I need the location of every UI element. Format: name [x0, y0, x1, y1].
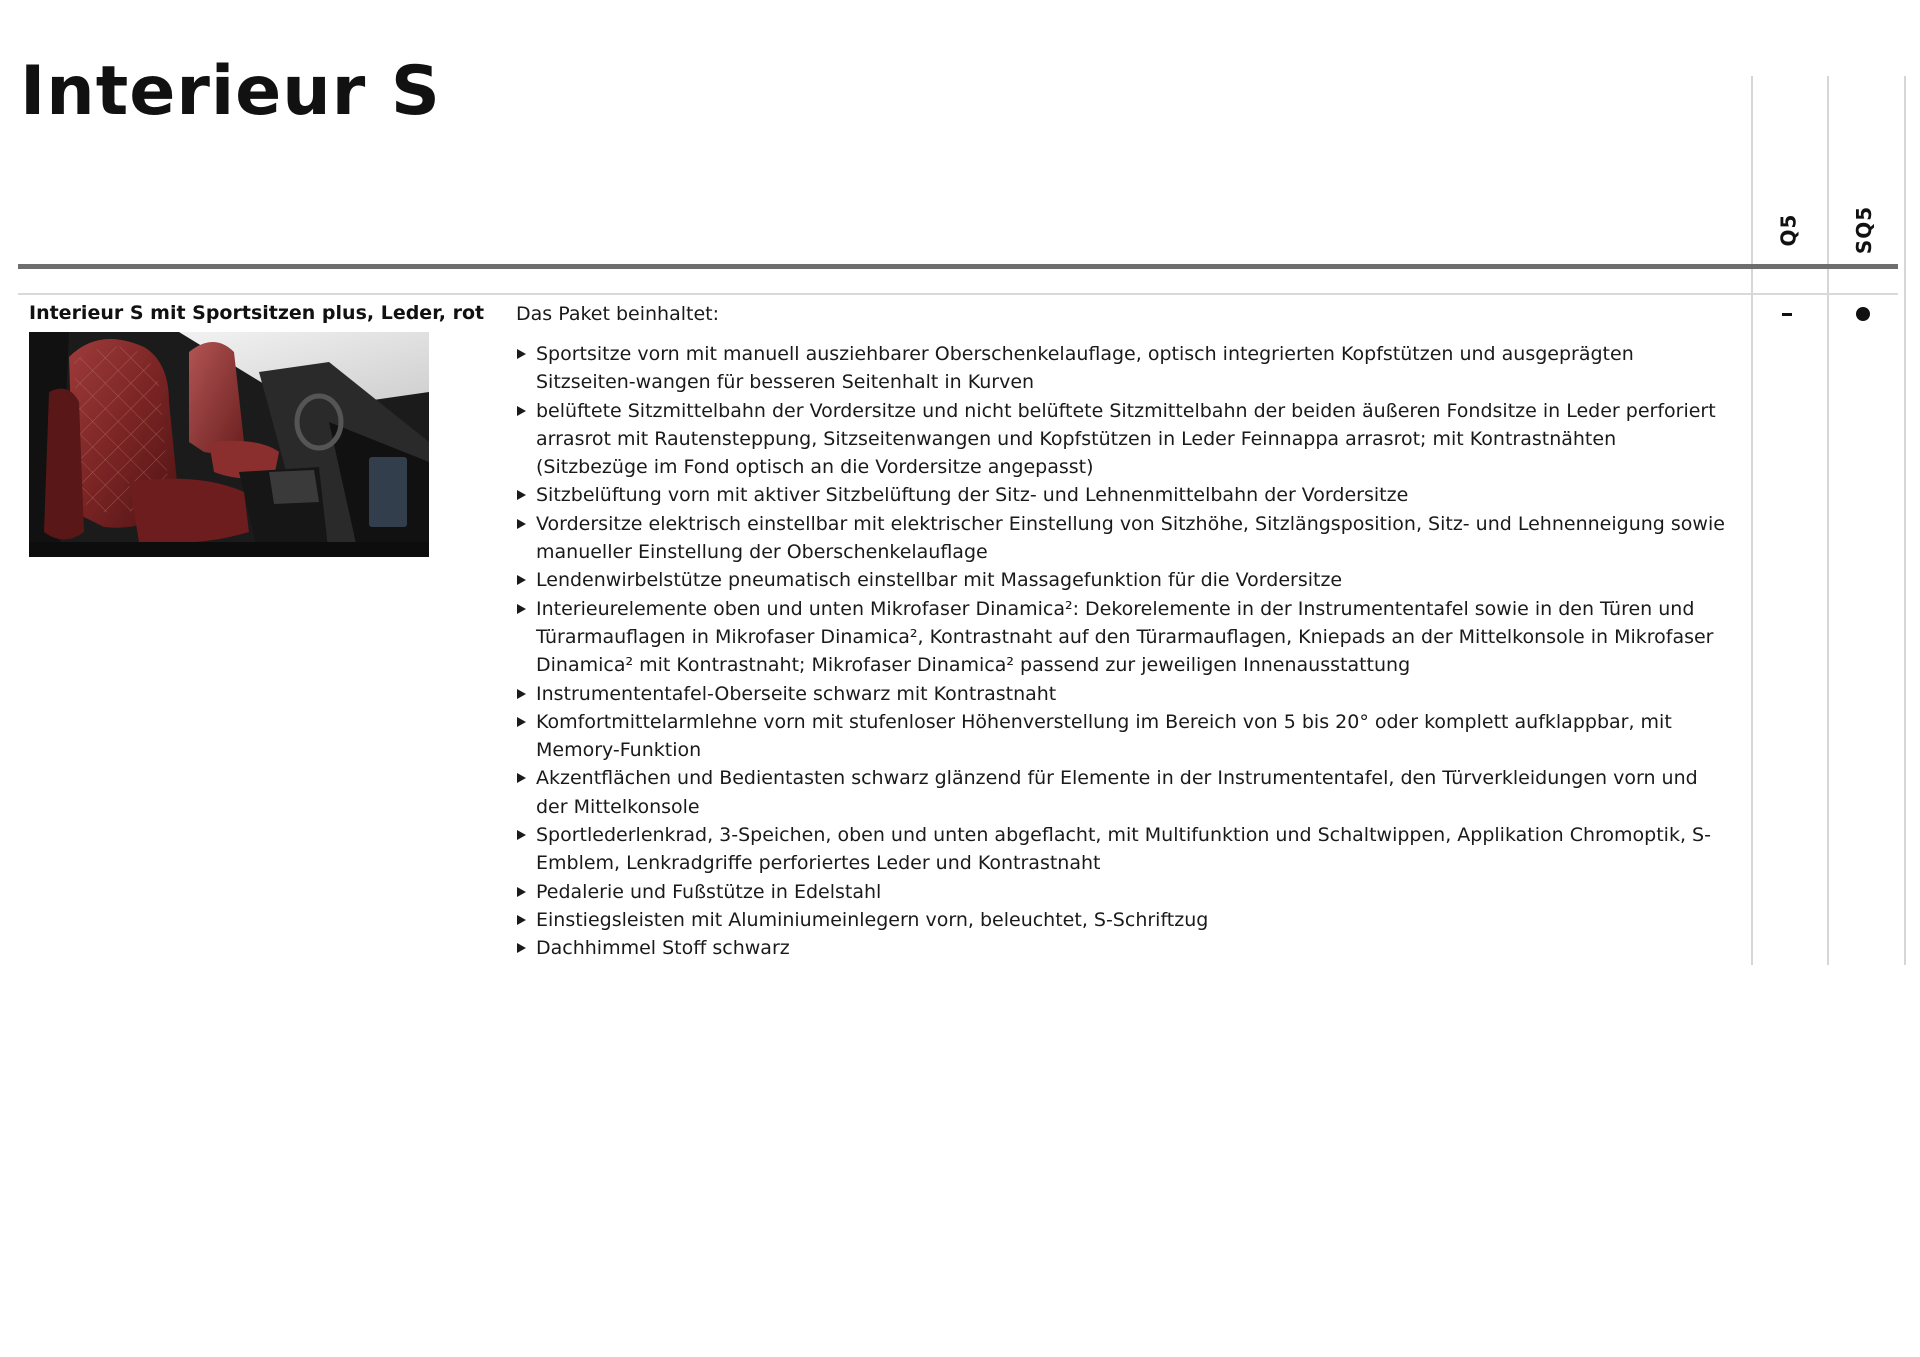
- row-rule: [18, 293, 1898, 295]
- column-divider: [1751, 76, 1753, 965]
- feature-text: Pedalerie und Fußstütze in Edelstahl: [536, 880, 882, 903]
- column-divider: [1827, 76, 1829, 965]
- bullet-arrow-icon: [517, 943, 526, 953]
- feature-text: Interieurelemente oben und unten Mikrofaser Dinamica²: Dekorelemente in der Instrumententafel sowie in den Türen und Türarmauflagen in Mikrofaser Dinamica², Kontrastnaht auf den Türarmauflagen, Kniepads an der Mittelkonsole in Mikrofaser Dinamica² mit Kontrastnaht; Mikrofaser Dinamica² passend zur jeweiligen Innenausstattung: [536, 597, 1714, 677]
- column-header-label: SQ5: [1852, 205, 1877, 255]
- page-title: Interieur S: [20, 52, 441, 131]
- package-intro: Das Paket beinhaltet:: [516, 303, 719, 325]
- list-item: [516, 566, 1731, 594]
- package-name: Interieur S mit Sportsitzen plus, Leder, rot: [29, 302, 485, 324]
- feature-text: Akzentflächen und Bedientasten schwarz glänzend für Elemente in der Instrumententafel, den Türverkleidungen vorn und der Mittelkonsole: [536, 767, 1698, 818]
- bullet-arrow-icon: [517, 349, 526, 359]
- bullet-arrow-icon: [517, 689, 526, 699]
- column-header-q5: [1768, 195, 1808, 265]
- feature-text: Vordersitze elektrisch einstellbar mit elektrischer Einstellung von Sitzhöhe, Sitzlängsposition, Sitz- und Lehnenneigung sowie manueller Einstellung der Oberschenkelauflage: [536, 512, 1725, 564]
- list-item: [516, 397, 1731, 482]
- bullet-arrow-icon: [517, 519, 526, 529]
- feature-text: Sportlederlenkrad, 3-Speichen, oben und unten abgeflacht, mit Multifunktion und Schaltwippen, Applikation Chromoptik, S-Emblem, Lenkradgriffe perforiertes Leder und Kontrastnaht: [536, 824, 1711, 875]
- list-item: [516, 481, 1731, 509]
- list-item: [516, 680, 1731, 708]
- list-item: [516, 708, 1731, 765]
- bullet-arrow-icon: [517, 717, 526, 727]
- bullet-arrow-icon: [517, 406, 526, 416]
- interior-photo: [29, 332, 429, 557]
- feature-text: belüftete Sitzmittelbahn der Vordersitze und nicht belüftete Sitzmittelbahn der beiden äußeren Fondsitze in Leder perforiert arrasrot mit Rautensteppung, Sitzseitenwangen und Kopfstützen in Leder Feinnappa arrasrot; mit Kontrastnähten (Sitzbezüge im Fond optisch an die Vordersitze angepasst): [536, 399, 1716, 479]
- column-header-label: Q5: [1775, 213, 1800, 247]
- feature-text: Komfortmittelarmlehne vorn mit stufenloser Höhenverstellung im Bereich von 5 bis 20° oder komplett aufklappbar, mit Memory-Funktion: [536, 710, 1672, 762]
- feature-text: Lendenwirbelstütze pneumatisch einstellbar mit Massagefunktion für die Vordersitze: [536, 569, 1343, 592]
- bullet-arrow-icon: [517, 915, 526, 925]
- feature-text: Sportsitze vorn mit manuell ausziehbarer Oberschenkelauflage, optisch integrierten Kopfstützen und ausgeprägten Sitzseiten-wangen für besseren Seitenhalt in Kurven: [536, 343, 1634, 394]
- list-item: [516, 934, 1731, 962]
- bullet-arrow-icon: [517, 490, 526, 500]
- list-item: [516, 764, 1731, 821]
- feature-text: Sitzbelüftung vorn mit aktiver Sitzbelüftung der Sitz- und Lehnenmittelbahn der Vordersitze: [536, 484, 1409, 507]
- bullet-arrow-icon: [517, 604, 526, 614]
- header-rule: [18, 264, 1898, 269]
- bullet-arrow-icon: [517, 575, 526, 585]
- bullet-arrow-icon: [517, 887, 526, 897]
- list-item: [516, 878, 1731, 906]
- list-item: [516, 510, 1731, 567]
- column-divider: [1904, 76, 1906, 965]
- not-available-dash-icon: [1782, 313, 1792, 316]
- feature-text: Dachhimmel Stoff schwarz: [536, 937, 790, 960]
- bullet-arrow-icon: [517, 773, 526, 783]
- standard-equipment-dot-icon: [1856, 307, 1870, 321]
- list-item: [516, 340, 1731, 397]
- feature-text: Einstiegsleisten mit Aluminiumeinlegern vorn, beleuchtet, S-Schriftzug: [536, 908, 1209, 931]
- bullet-arrow-icon: [517, 830, 526, 840]
- list-item: [516, 595, 1731, 680]
- column-header-sq5: [1844, 195, 1884, 265]
- feature-text: Instrumententafel-Oberseite schwarz mit Kontrastnaht: [536, 682, 1057, 705]
- list-item: [516, 821, 1731, 878]
- feature-list: [516, 340, 1731, 963]
- list-item: [516, 906, 1731, 934]
